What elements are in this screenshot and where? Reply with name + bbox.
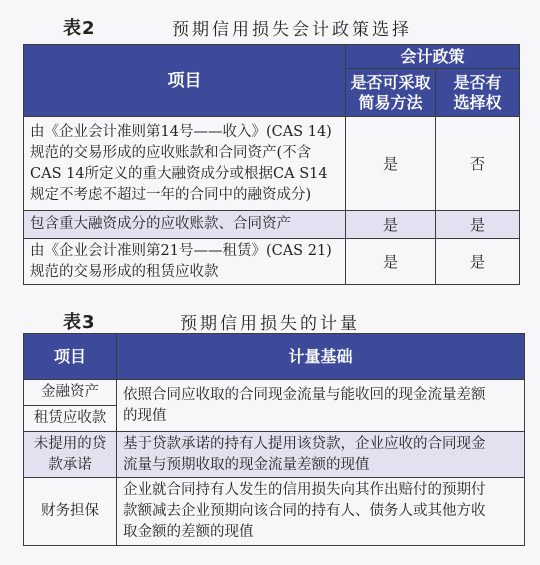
table-row xyxy=(24,239,520,285)
table3-caption xyxy=(0,308,540,334)
cell-line: 取金额的差额的现值 xyxy=(123,524,254,540)
cell-line: 由《企业会计准则第14号——收入》(CAS 14) xyxy=(30,123,332,140)
cell-line: CAS 14所定义的重大融资成分或根据CA S14 xyxy=(30,165,328,182)
header-line: 选择权 xyxy=(453,92,502,112)
table2-title: 预期信用损失会计政策选择 xyxy=(172,20,412,40)
cell-line: 款承诺 xyxy=(48,456,92,473)
table3-number: 表3 xyxy=(63,312,96,333)
header-line: 是否可采取 xyxy=(350,72,431,92)
table2 xyxy=(23,44,520,285)
table-row xyxy=(24,432,525,478)
table2-row2-option: 是 xyxy=(436,211,520,239)
table-row xyxy=(24,117,520,211)
table2-number: 表2 xyxy=(63,18,96,39)
table3-row2-item xyxy=(24,432,117,478)
table2-header-option xyxy=(436,69,520,117)
table2-row2-item: 包含重大融资成分的应收账款、合同资产 xyxy=(24,211,346,239)
table3-row2-basis xyxy=(117,432,525,478)
table2-caption xyxy=(0,14,540,40)
table2-row1-simplified: 是 xyxy=(346,117,436,211)
table3 xyxy=(23,333,525,546)
table2-header-policy: 会计政策 xyxy=(346,45,520,69)
table3-header-item: 项目 xyxy=(24,334,117,380)
table2-row1-option: 否 xyxy=(436,117,520,211)
cell-line: 规范的交易形成的租赁应收款 xyxy=(30,263,219,280)
cell-line: 流量与预期收取的现金流量差额的现值 xyxy=(123,456,370,473)
table3-row1-item-a: 金融资产 xyxy=(24,380,117,406)
cell-line: 企业就合同持有人发生的信用损失向其作出赔付的预期付 xyxy=(123,482,486,498)
table3-header-basis: 计量基础 xyxy=(117,334,525,380)
table-row xyxy=(24,211,520,239)
cell-line: 依照合同应收取的合同现金流量与能收回的现金流量差额 xyxy=(123,386,486,403)
cell-line: 款额减去企业预期向该合同的持有人、债务人或其他方收 xyxy=(123,503,486,519)
table2-row1-item xyxy=(24,117,346,211)
table2-row3-simplified: 是 xyxy=(346,239,436,285)
header-line: 简易方法 xyxy=(358,92,423,112)
cell-line: 的现值 xyxy=(123,407,167,424)
cell-line: 未提用的贷 xyxy=(33,435,107,452)
table3-row3-item: 财务担保 xyxy=(24,478,117,546)
table2-header-item: 项目 xyxy=(24,45,346,117)
cell-line: 规范的交易形成的应收账款和合同资产(不含 xyxy=(30,144,312,161)
cell-line: 基于贷款承诺的持有人提用该贷款，企业应收的合同现金 xyxy=(123,435,486,452)
table2-row3-option: 是 xyxy=(436,239,520,285)
table3-title: 预期信用损失的计量 xyxy=(180,314,360,334)
table3-row1-item-b: 租赁应收款 xyxy=(24,406,117,432)
header-line: 是否有 xyxy=(453,72,502,92)
table-row xyxy=(24,380,525,406)
cell-line: 规定不考虑不超过一年的合同中的融资成分) xyxy=(30,186,312,203)
table3-row1-basis xyxy=(117,380,525,432)
table-row xyxy=(24,478,525,546)
table2-header-simplified xyxy=(346,69,436,117)
table2-row3-item xyxy=(24,239,346,285)
table2-row2-simplified: 是 xyxy=(346,211,436,239)
table3-row3-basis xyxy=(117,478,525,546)
cell-line: 由《企业会计准则第21号——租赁》(CAS 21) xyxy=(30,242,332,259)
